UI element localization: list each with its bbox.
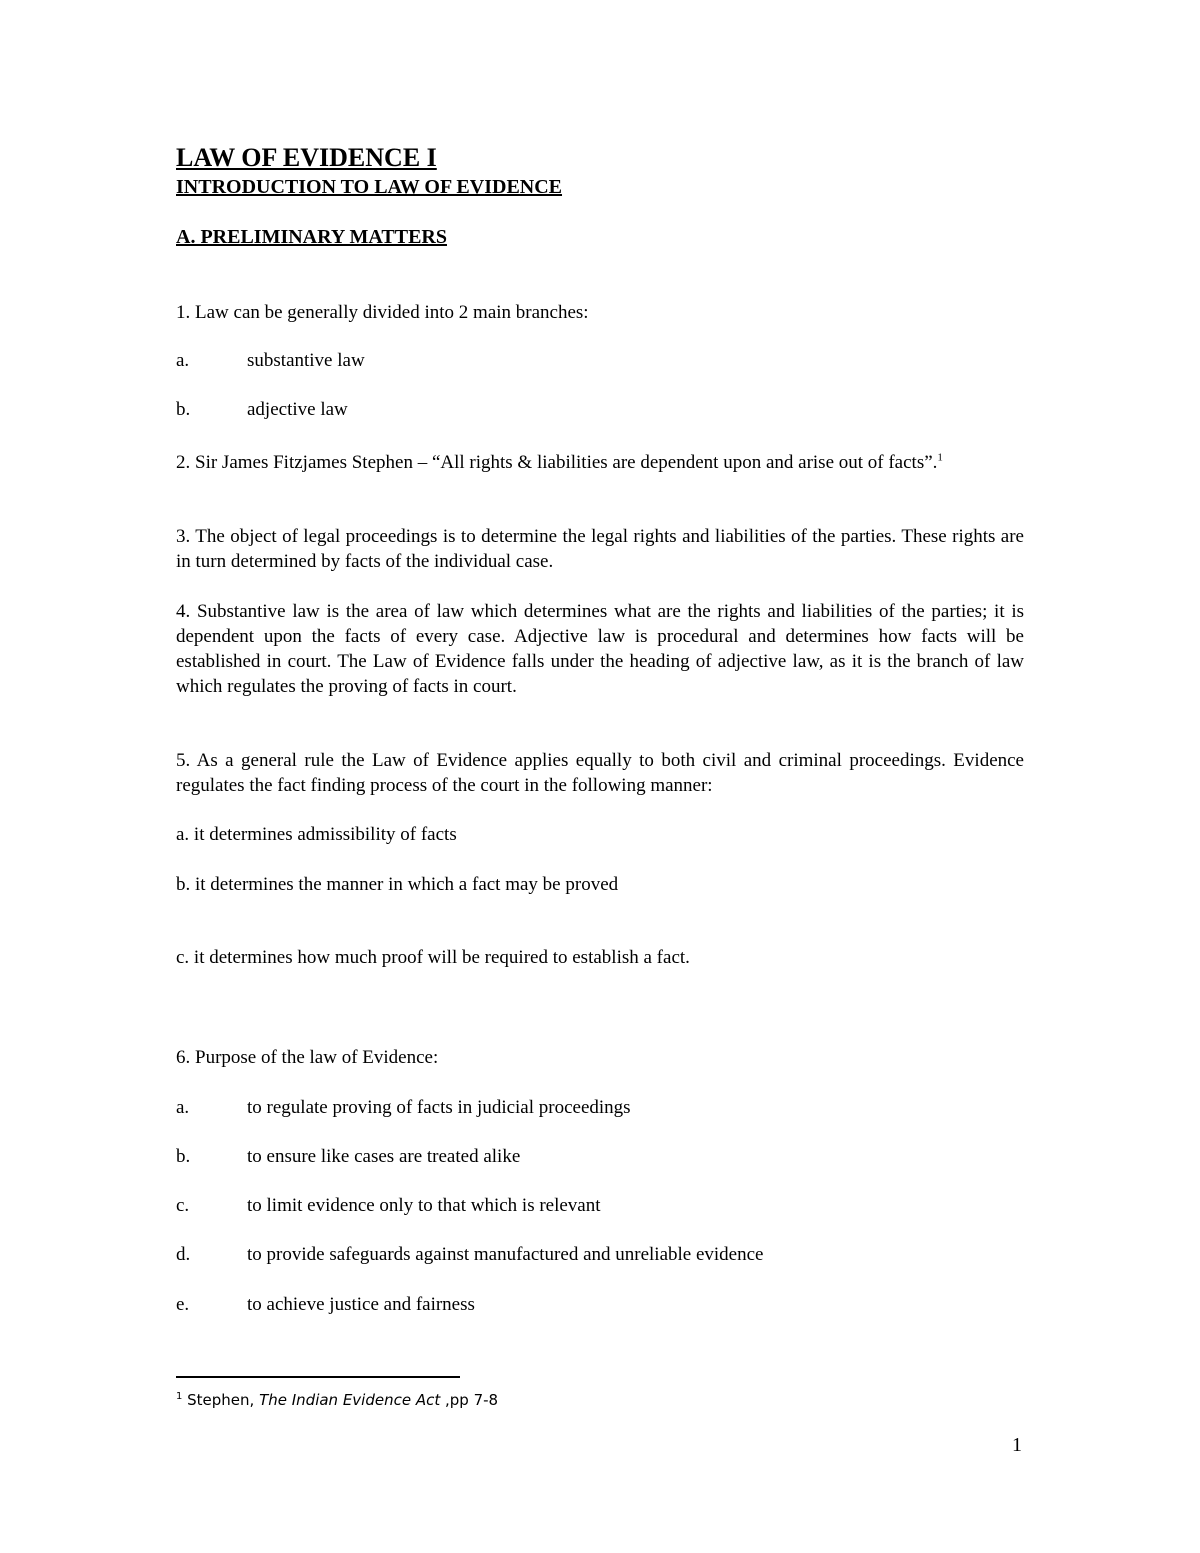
footnote <box>176 1389 498 1411</box>
paragraph-5-item-a: a. it determines admissibility of facts <box>176 824 457 845</box>
list-item-text: to provide safeguards against manufactured and unreliable evidence <box>247 1244 764 1265</box>
document-subtitle: INTRODUCTION TO LAW OF EVIDENCE <box>176 176 563 198</box>
section-heading: A. PRELIMINARY MATTERS <box>176 226 447 248</box>
paragraph-2-text: 2. Sir James Fitzjames Stephen – “All rights & liabilities are dependent upon and arise out of facts”. <box>176 452 938 473</box>
list-item-label: d. <box>176 1244 191 1265</box>
footnote-reference: 1 <box>937 451 943 464</box>
paragraph-2 <box>176 450 1024 475</box>
list-item-label: c. <box>176 1195 190 1216</box>
paragraph-4: 4. Substantive law is the area of law which determines what are the rights and liabilities of the parties; it is dependent upon the facts of every case. Adjective law is procedural and determines how facts will be established in court. The Law of Evidence falls under the heading of adjective law, as it is the branch of law which regulates the proving of facts in court. <box>176 601 1024 697</box>
list-item-label: a. <box>176 1097 190 1118</box>
paragraph-5-item-b: b. it determines the manner in which a fact may be proved <box>176 874 619 895</box>
footnote-number: 1 <box>176 1391 183 1402</box>
list-item-text: adjective law <box>247 399 348 420</box>
list-item-label: b. <box>176 399 191 420</box>
list-item-label: b. <box>176 1146 191 1167</box>
list-item-label: a. <box>176 350 190 371</box>
footnote-work-title: The Indian Evidence Act <box>259 1391 441 1409</box>
paragraph-3: 3. The object of legal proceedings is to determine the legal rights and liabilities of the parties. These rights are in turn determined by facts of the individual case. <box>176 526 1024 572</box>
paragraph-1: 1. Law can be generally divided into 2 main branches: <box>176 302 589 323</box>
footnote-author: Stephen, <box>182 1391 260 1409</box>
footnote-divider <box>176 1376 460 1378</box>
paragraph-5-item-c: c. it determines how much proof will be required to establish a fact. <box>176 947 690 968</box>
page-number: 1 <box>1012 1434 1022 1456</box>
paragraph-5: 5. As a general rule the Law of Evidence applies equally to both civil and criminal proceedings. Evidence regulates the fact finding process of the court in the following manner: <box>176 750 1024 796</box>
list-item-label: e. <box>176 1294 190 1315</box>
list-item-text: to limit evidence only to that which is relevant <box>247 1195 601 1216</box>
list-item-text: substantive law <box>247 350 365 371</box>
list-item-text: to achieve justice and fairness <box>247 1294 475 1315</box>
footnote-pages: ,pp 7-8 <box>440 1391 499 1409</box>
list-item-text: to ensure like cases are treated alike <box>247 1146 521 1167</box>
paragraph-6: 6. Purpose of the law of Evidence: <box>176 1047 439 1068</box>
list-item-text: to regulate proving of facts in judicial proceedings <box>247 1097 631 1118</box>
document-title: LAW OF EVIDENCE I <box>176 143 437 172</box>
